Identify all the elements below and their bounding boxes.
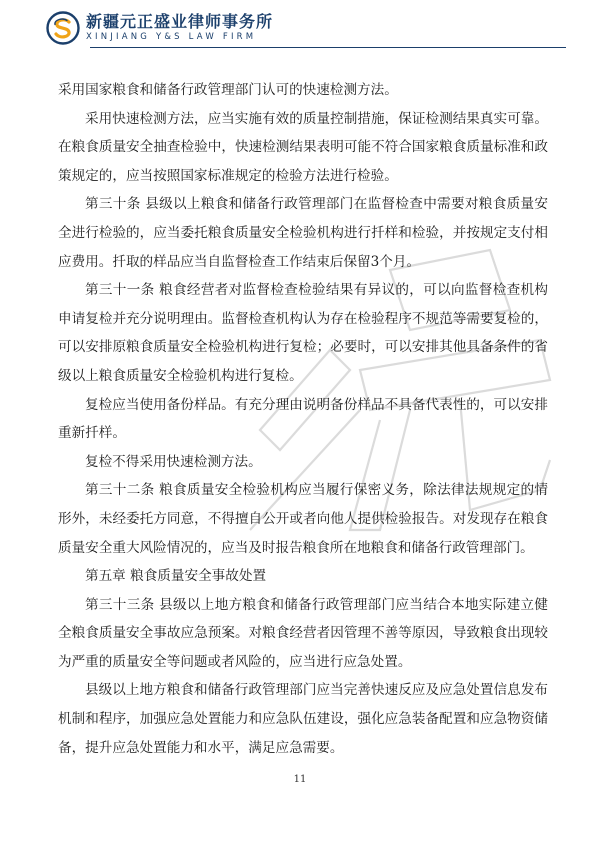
page-header (46, 8, 273, 48)
paragraph: 第三十一条 粮食经营者对监督检查检验结果有异议的，可以向监督检查机构申请复检并充分说明理由。监督检查机构认为存在检验程序不规范等需要复检的，可以安排原粮食质量安全检验机构进行复检；必要时，可以安排其他具备条件的省级以上粮食质量安全检验机构进行复检。 (58, 282, 548, 384)
document-body (58, 76, 548, 762)
paragraph: 复检不得采用快速检测方法。 (85, 453, 262, 470)
paragraph: 第三十二条 粮食质量安全检验机构应当履行保密义务，除法律法规规定的情形外，未经委托方同意，不得擅自公开或者向他人提供检验报告。对发现存在粮食质量安全重大风险情况的，应当及时报告粮食所在地粮食和储备行政管理部门。 (58, 482, 548, 556)
firm-name-en: XINJIANG Y&S LAW FIRM (86, 32, 257, 43)
firm-logo-icon (46, 11, 80, 45)
paragraph: 采用国家粮食和储备行政管理部门认可的快速检测方法。 (58, 82, 398, 98)
paragraph: 复检应当使用备份样品。有充分理由说明备份样品不具备代表性的，可以安排重新扦样。 (58, 396, 548, 442)
chapter-heading: 第五章 粮食质量安全事故处置 (85, 568, 267, 585)
page-number: 11 (293, 774, 307, 785)
paragraph: 第三十三条 县级以上地方粮食和储备行政管理部门应当结合本地实际建立健全粮食质量安全事故应急预案。对粮食经营者因管理不善等原因，导致粮食出现较为严重的质量安全等问题或者风险的，应当进行应急处置。 (58, 596, 548, 670)
paragraph: 第三十条 县级以上粮食和储备行政管理部门在监督检查中需要对粮食质量安全进行检验的，应当委托粮食质量安全检验机构进行扦样和检验，并按规定支付相应费用。扦取的样品应当自监督检查工作结束后保留3个月。 (58, 196, 548, 270)
firm-name-cn: 新疆元正盛业律师事务所 (86, 12, 274, 32)
header-divider (90, 47, 566, 48)
paragraph: 采用快速检测方法，应当实施有效的质量控制措施，保证检测结果真实可靠。在粮食质量安全抽查检验中，快速检测结果表明可能不符合国家粮食质量标准和政策规定的，应当按照国家标准规定的检验方法进行检验。 (58, 110, 548, 184)
paragraph: 县级以上地方粮食和储备行政管理部门应当完善快速反应及应急处置信息发布机制和程序，加强应急处置能力和应急队伍建设，强化应急装备配置和应急物资储备，提升应急处置能力和水平，满足应急需要。 (58, 682, 548, 756)
